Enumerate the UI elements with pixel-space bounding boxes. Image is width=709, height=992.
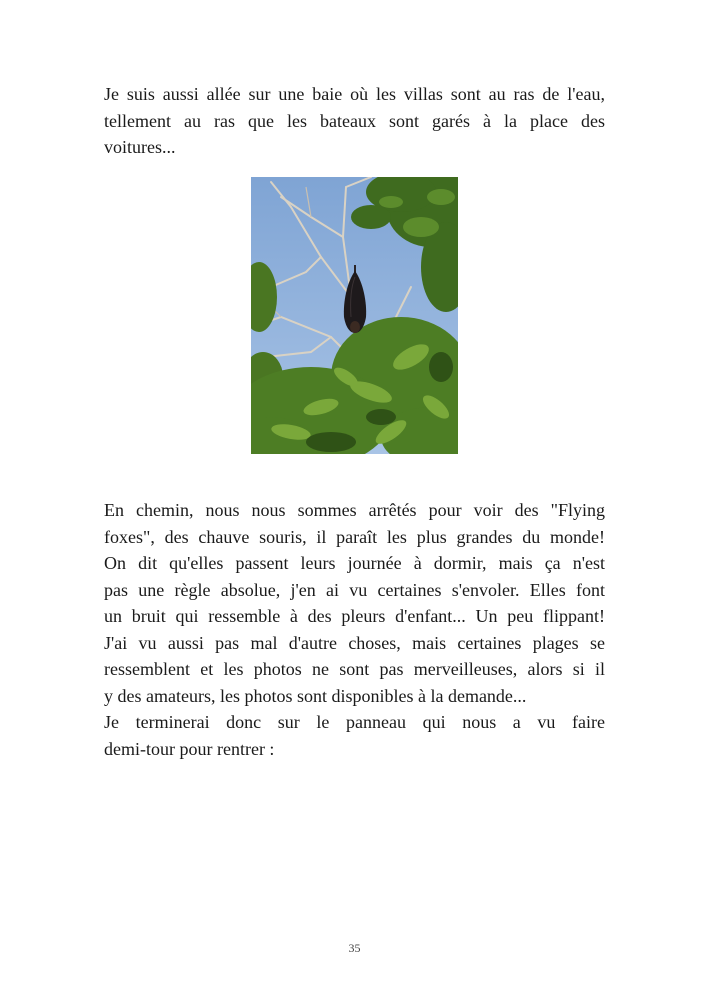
text-line: pas une règle absolue, j'en ai vu certaines s'envoler. Elles font bbox=[104, 579, 605, 600]
text-line: ressemblent et les photos ne sont pas merveilleuses, alors si il bbox=[104, 659, 605, 679]
flying-fox-photo bbox=[251, 177, 458, 454]
text-line: un bruit qui ressemble à des pleurs d'enfant... Un peu flippant! bbox=[104, 606, 605, 626]
page-number: 35 bbox=[348, 941, 361, 955]
text-line: voitures... bbox=[104, 137, 176, 157]
paragraph-flying-foxes bbox=[104, 497, 605, 762]
text-line: On dit qu'elles passent leurs journée à dormir, mais ça n'est bbox=[104, 553, 605, 573]
text-line: foxes", des chauve souris, il paraît les plus grandes du monde! bbox=[104, 526, 605, 547]
text-line: Je suis aussi allée sur une baie où les villas sont au ras de l'eau, bbox=[104, 84, 605, 104]
paragraph-bay-villas bbox=[104, 81, 605, 161]
text-line: y des amateurs, les photos sont disponibles à la demande... bbox=[104, 685, 527, 706]
text-line: Je terminerai donc sur le panneau qui nous a vu faire bbox=[104, 712, 605, 732]
text-line: demi-tour pour rentrer : bbox=[104, 738, 275, 759]
text-line: tellement au ras que les bateaux sont garés à la place des bbox=[104, 110, 605, 131]
text-line: J'ai vu aussi pas mal d'autre choses, mais certaines plages se bbox=[104, 632, 605, 653]
text-line: En chemin, nous nous sommes arrêtés pour voir des "Flying bbox=[104, 500, 605, 520]
